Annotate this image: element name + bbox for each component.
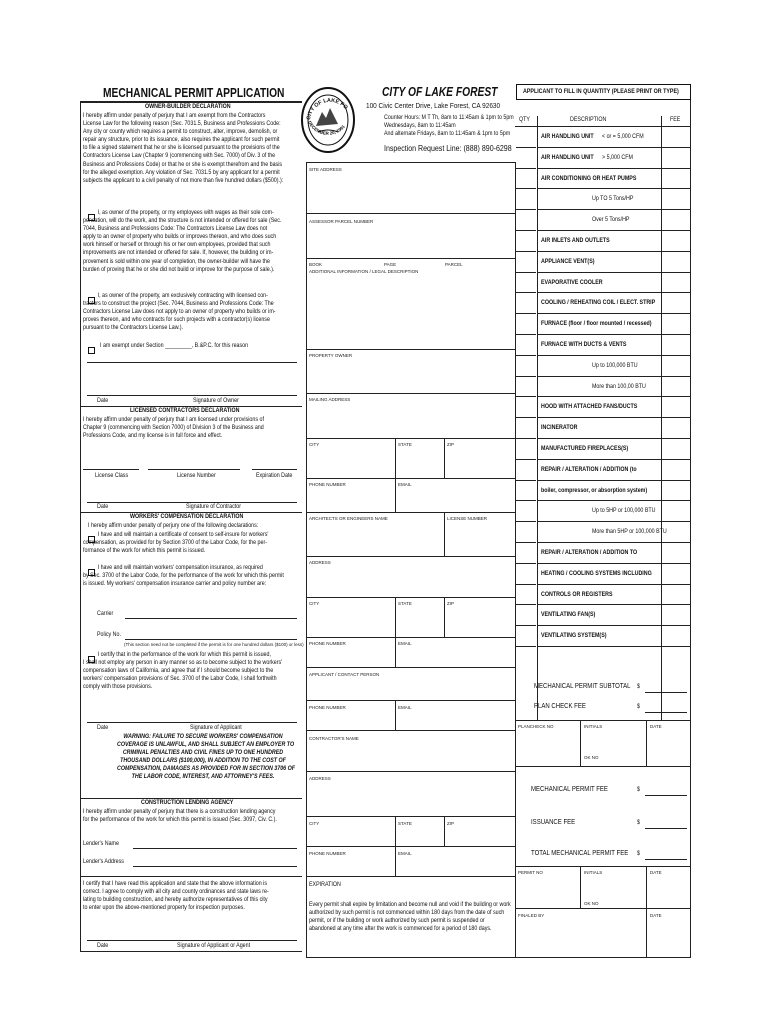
fee-input-line bbox=[662, 376, 690, 377]
qty-input-line bbox=[516, 542, 536, 543]
qty-input-line bbox=[516, 355, 536, 356]
qty-input-line bbox=[516, 334, 536, 335]
policy-label: Policy No. bbox=[97, 631, 121, 638]
property-owner-label: PROPERTY OWNER bbox=[309, 353, 353, 358]
site-address-label: SITE ADDRESS bbox=[309, 167, 342, 172]
counter-hours: Counter Hours: M T Th, 8am to 11:45am & 1pm to 5pm Wednesdays, 8am to 11:45am And alternate Fridays, 8am to 11:45am & 1pm to 5pm bbox=[384, 114, 514, 138]
fee-input-line bbox=[662, 230, 690, 231]
total-fee-label: TOTAL MECHANICAL PERMIT FEE bbox=[531, 850, 629, 857]
date-label-plancheck: DATE bbox=[650, 724, 662, 729]
fee-item-underline bbox=[537, 230, 661, 231]
fee-item-underline bbox=[537, 396, 661, 397]
fee-input-line bbox=[662, 209, 690, 210]
fee-input-line bbox=[662, 251, 690, 252]
license-class-label: License Class bbox=[95, 472, 129, 479]
phone-label-3: PHONE NUMBER bbox=[309, 705, 346, 710]
fee-item-underline bbox=[537, 542, 661, 543]
applicant-contact-label: APPLICANT / CONTACT PERSON bbox=[309, 672, 380, 677]
fee-item-underline bbox=[537, 292, 661, 293]
qty-input-line bbox=[516, 459, 536, 460]
architect-label: ARCHITECTS OR ENGINEERS NAME bbox=[309, 516, 388, 521]
city-seal-logo bbox=[300, 82, 356, 160]
fee-item-underline bbox=[537, 417, 661, 418]
qty-input-line bbox=[516, 272, 536, 273]
signature-applicant-label: Signature of Applicant bbox=[190, 724, 242, 731]
expiration-heading: EXPIRATION bbox=[309, 881, 341, 888]
fee-item-underline bbox=[537, 646, 661, 647]
fee-item-label: HOOD WITH ATTACHED FANS/DUCTS bbox=[541, 403, 638, 411]
fee-item-label: MANUFACTURED FIREPLACES(S) bbox=[541, 445, 629, 452]
city-label-3: CITY bbox=[309, 821, 320, 826]
fee-item-label: HEATING / COOLING SYSTEMS INCLUDING bbox=[541, 569, 652, 577]
fee-input-line bbox=[662, 604, 690, 605]
city-name: CITY OF LAKE FOREST bbox=[382, 85, 498, 99]
description-header: DESCRIPTION bbox=[570, 116, 607, 123]
total-fee-dollar: $ bbox=[637, 850, 640, 857]
owner-builder-text: I hereby affirm under penalty of perjury that I am exempt from the Contractors License Law for the following reason (Sec. 7031.5, Business and Professions Code: Any city or county which requires a permit to construct, alter, improve, demolish, or repair any structure, prior to its issuance, also requires the applicant for such permit to file a signed statement that he or she is licensed pursuant to the provisions of the Contractors License Law (Chapter 9 (commencing with Sec. 7000) of Div. 3 of the Business and Professions Code) or that he or she is exempt therefrom and the basis for the alleged exemption. Any violation of Sec. 7031.5 by any applicant for a permit subjects the applicant to a civil penalty of not more than five hundred dollars ($500).): bbox=[83, 112, 284, 184]
issuance-fee-dollar: $ bbox=[637, 819, 640, 826]
fee-input-line bbox=[662, 438, 690, 439]
permit-no-label: PERMIT NO bbox=[518, 870, 543, 875]
fee-item-underline bbox=[537, 500, 661, 501]
fee-item-underline bbox=[537, 521, 661, 522]
phone-label-2: PHONE NUMBER bbox=[309, 641, 346, 646]
fee-input-line bbox=[662, 480, 690, 481]
qty-input-line bbox=[516, 500, 536, 501]
qty-input-line bbox=[516, 230, 536, 231]
subtotal-label: MECHANICAL PERMIT SUBTOTAL bbox=[534, 683, 631, 690]
qty-input-line bbox=[516, 521, 536, 522]
signature-contractor-label: Signature of Contractor bbox=[186, 503, 242, 510]
fee-item-sublabel: > 5,000 CFM bbox=[602, 153, 633, 161]
ok-no-label-1: OK NO bbox=[584, 755, 599, 760]
contractor-name-label: CONTRACTOR'S NAME bbox=[309, 736, 359, 741]
state-label-1: STATE bbox=[398, 442, 412, 447]
construction-lending-text: I hereby affirm under penalty of perjury that there is a construction lending agency for the performance of the work for which this permit is issued (Sec. 3097, Civ. C.). bbox=[83, 808, 277, 824]
license-number-field-label: LICENSE NUMBER bbox=[447, 516, 488, 521]
mech-fee-label: MECHANICAL PERMIT FEE bbox=[531, 786, 608, 793]
fee-item-underline bbox=[537, 209, 661, 210]
workers-comp-option-1: I have and will maintain a certificate of consent to self-insure for workers' compensation, as provided for by Section 3700 of the Labor Code, for the per- formance of the work for which this permit is issued. bbox=[83, 531, 269, 555]
book-label: BOOK bbox=[309, 262, 323, 267]
zip-label-2: ZIP bbox=[447, 601, 455, 606]
fee-input-line bbox=[662, 313, 690, 314]
fee-item-label: VENTILATING SYSTEM(S) bbox=[541, 632, 607, 640]
qty-input-line bbox=[516, 251, 536, 252]
parcel-label: PARCEL bbox=[445, 262, 463, 267]
email-label-2: EMAIL bbox=[398, 641, 412, 646]
fee-input-line bbox=[662, 272, 690, 273]
owner-builder-checkbox-3[interactable] bbox=[88, 347, 95, 354]
signature-applicant-agent-label: Signature of Applicant or Agent bbox=[177, 942, 251, 949]
qty-input-line bbox=[516, 417, 536, 418]
email-label-4: EMAIL bbox=[398, 851, 412, 856]
qty-input-line bbox=[516, 292, 536, 293]
lender-name-label: Lender's Name bbox=[83, 840, 119, 847]
finaled-by-label: FINALED BY bbox=[518, 913, 545, 918]
fee-input-line bbox=[662, 563, 690, 564]
qty-input-line bbox=[516, 480, 536, 481]
qty-input-line bbox=[516, 584, 536, 585]
fee-item-label: boiler, compressor, or absorption system) bbox=[541, 486, 648, 494]
fee-item-underline bbox=[537, 376, 661, 377]
carrier-label: Carrier bbox=[97, 610, 114, 617]
fee-item-label: AIR HANDLING UNIT bbox=[541, 133, 594, 140]
zip-label-1: ZIP bbox=[447, 442, 455, 447]
owner-builder-option-1: I, as owner of the property, or my employees with wages as their sole com- pensation, will do the work, and the structure is not intended or offered for sale (Sec. 7044, Business and Professions Code: The Contractors License Law does not apply to an owner of property who builds or improves thereon, and who does such work himself or herself or through his or her own employees, provided that such improvements are not intended or offered for sale. If, however, the building or im- provement is sold within one year of completion, the owner-builder will have the burden of proving that he or she did not build or improve for the purpose of sale.). bbox=[83, 209, 282, 273]
qty-input-line bbox=[516, 376, 536, 377]
date-label-3: Date bbox=[97, 724, 109, 731]
fee-item-sublabel: Up TO 5 Tons/HP bbox=[592, 195, 634, 203]
phone-label-4: PHONE NUMBER bbox=[309, 851, 346, 856]
fee-item-sublabel: Up to 100,000 BTU bbox=[592, 361, 638, 369]
fee-input-line bbox=[662, 521, 690, 522]
qty-input-line bbox=[516, 646, 536, 647]
qty-input-line bbox=[516, 563, 536, 564]
additional-info-label: ADDITIONAL INFORMATION / LEGAL DESCRIPTION bbox=[309, 269, 419, 274]
date-label-4: Date bbox=[97, 942, 109, 949]
date-label: Date bbox=[97, 397, 109, 404]
fee-input-line bbox=[662, 584, 690, 585]
initials-label-2: INITIALS bbox=[584, 870, 603, 875]
fee-input-line bbox=[662, 459, 690, 460]
qty-input-line bbox=[516, 438, 536, 439]
page-label: PAGE bbox=[384, 262, 397, 267]
plan-check-fee-label: PLAN CHECK FEE bbox=[534, 703, 586, 710]
qty-input-line bbox=[516, 313, 536, 314]
workers-comp-option-3: I certify that in the performance of the work for which this permit is issued, I shall not employ any person in any manner so as to become subject to the workers' compensation laws of California, and agree that if I should become subject to the workers' compensation provisions of Sec. 3700 of the Labor Code, I shall forthwith comply with those provisions. bbox=[83, 651, 283, 691]
issuance-fee-label: ISSUANCE FEE bbox=[531, 819, 576, 826]
date-label-final: DATE bbox=[650, 913, 662, 918]
state-label-2: STATE bbox=[398, 601, 412, 606]
license-number-label: License Number bbox=[177, 472, 216, 479]
fee-item-underline bbox=[537, 604, 661, 605]
fee-item-underline bbox=[537, 147, 661, 148]
warning-text: WARNING: FAILURE TO SECURE WORKERS' COMPENSATION COVERAGE IS UNLAWFUL, AND SHALL SUBJECT AN EMPLOYER TO CRIMINAL PENALTIES AND CIVIL FINES UP TO ONE HUNDRED THOUSAND DOLLARS ($100,000), IN ADDITION TO THE COST OF COMPENSATION, DAMAGES AS PROVIDED FOR IN SECTION 3706 OF THE LABOR CODE, INTEREST, AND ATTORNEY'S FEES. bbox=[117, 733, 295, 781]
qty-input-line bbox=[516, 168, 536, 169]
fee-input-line bbox=[662, 417, 690, 418]
fee-item-label: REPAIR / ALTERATION / ADDITION TO bbox=[541, 549, 638, 556]
email-label-3: EMAIL bbox=[398, 705, 412, 710]
fee-input-line bbox=[662, 625, 690, 626]
apn-label: ASSESSOR PARCEL NUMBER bbox=[309, 219, 374, 224]
phone-label-1: PHONE NUMBER bbox=[309, 482, 346, 487]
zip-label-3: ZIP bbox=[447, 821, 455, 826]
state-label-3: STATE bbox=[398, 821, 412, 826]
fee-input-line bbox=[662, 542, 690, 543]
fee-item-label: EVAPORATIVE COOLER bbox=[541, 278, 603, 286]
address-label-1: ADDRESS bbox=[309, 560, 331, 565]
fee-item-label: INCINERATOR bbox=[541, 424, 578, 432]
fee-item-label: AIR INLETS AND OUTLETS bbox=[541, 237, 610, 244]
fee-item-underline bbox=[537, 313, 661, 314]
mech-fee-dollar: $ bbox=[637, 786, 640, 793]
certification-text: I certify that I have read this application and state that the above information is correct. I agree to comply with all city and county ordinances and state laws re- lating to building construction, and hereby authorize representatives of this city to enter upon the above-mentioned property for inspection purposes. bbox=[83, 880, 269, 912]
fee-item-sublabel: < or = 5,000 CFM bbox=[602, 133, 644, 140]
fee-input-line bbox=[662, 147, 690, 148]
qty-input-line bbox=[516, 209, 536, 210]
fee-item-underline bbox=[537, 188, 661, 189]
expiration-text: Every permit shall expire by limitation and become null and void if the building or work authorized by such permit is not commenced within 180 days from the date of such permit, or if the building or work authorized by such permit is suspended or abandoned at any time after the work is commenced for a period of 180 days. bbox=[309, 901, 511, 933]
owner-builder-option-2: I, as owner of the property, am exclusively contracting with licensed con- tractors to construct the project (Sec. 7044, Business and Professions Code: The Contractors License Law does not apply to an owner of property who builds or im- proves thereon, and who contracts for such projects with a contractor(s) license pursuant to the Contractors License Law.). bbox=[83, 292, 276, 332]
fee-item-label: APPLIANCE VENT(S) bbox=[541, 257, 595, 265]
fee-item-label: CONTROLS OR REGISTERS bbox=[541, 590, 613, 598]
fee-item-label: FURNACE WITH DUCTS & VENTS bbox=[541, 341, 627, 348]
qty-input-line bbox=[516, 604, 536, 605]
fee-item-underline bbox=[537, 272, 661, 273]
qty-input-line bbox=[516, 147, 536, 148]
licensed-contractors-heading: LICENSED CONTRACTORS DECLARATION bbox=[130, 407, 240, 414]
fee-item-underline bbox=[537, 563, 661, 564]
fee-input-line bbox=[662, 188, 690, 189]
plan-check-no-label: PLANCHECK NO bbox=[518, 724, 554, 729]
fee-item-sublabel: Up to 5HP or 100,000 BTU bbox=[592, 507, 656, 515]
city-address: 100 Civic Center Drive, Lake Forest, CA 92630 bbox=[366, 101, 501, 110]
fee-item-underline bbox=[537, 459, 661, 460]
fee-item-underline bbox=[537, 480, 661, 481]
signature-owner-label: Signature of Owner bbox=[193, 397, 239, 404]
email-label-1: EMAIL bbox=[398, 482, 412, 487]
fee-item-underline bbox=[537, 355, 661, 356]
fill-quantity-header: APPLICANT TO FILL IN QUANTITY (PLEASE PRINT OR TYPE) bbox=[516, 84, 691, 100]
inspection-line: Inspection Request Line: (888) 890-6298 bbox=[384, 144, 512, 153]
qty-input-line bbox=[516, 625, 536, 626]
fee-item-underline bbox=[537, 168, 661, 169]
fee-item-underline bbox=[537, 334, 661, 335]
fee-header: FEE bbox=[670, 116, 681, 123]
qty-header: QTY bbox=[519, 116, 530, 123]
fee-input-line bbox=[662, 646, 690, 647]
mailing-address-label: MAILING ADDRESS bbox=[309, 397, 351, 402]
initials-label-1: INITIALS bbox=[584, 724, 603, 729]
fee-item-label: REPAIR / ALTERATION / ADDITION (to bbox=[541, 465, 637, 473]
fee-input-line bbox=[662, 292, 690, 293]
fee-item-underline bbox=[537, 625, 661, 626]
licensed-contractors-text: I hereby affirm under penalty of perjury that I am licensed under provisions of Chapter 9 (commencing with Section 7000) of Division 3 of the Business and Professions Code, and my license is in full force and effect. bbox=[83, 416, 264, 440]
fee-input-line bbox=[662, 168, 690, 169]
fee-input-line bbox=[662, 500, 690, 501]
ok-no-label-2: OK NO bbox=[584, 901, 599, 906]
subtotal-dollar: $ bbox=[637, 683, 640, 690]
owner-builder-option-3: I am exempt under Section _________, B.&P.C. for this reason bbox=[100, 342, 249, 349]
fee-item-label: FURNACE (floor / floor mounted / recessed) bbox=[541, 320, 652, 328]
workers-comp-heading: WORKERS' COMPENSATION DECLARATION bbox=[130, 513, 244, 520]
fee-item-label: COOLING / REHEATING COIL / ELECT. STRIP bbox=[541, 299, 656, 307]
construction-lending-heading: CONSTRUCTION LENDING AGENCY bbox=[141, 799, 234, 806]
date-label-2: Date bbox=[97, 503, 109, 510]
city-label-1: CITY bbox=[309, 442, 320, 447]
fee-item-label: AIR CONDITIONING OR HEAT PUMPS bbox=[541, 174, 637, 182]
workers-comp-option-2: I have and will maintain workers' compensation insurance, as required by Sec. 3700 of the Labor Code, for the performance of the work for which this permit is issued. My workers' compensation insurance carrier and policy number are: bbox=[83, 564, 284, 588]
fee-input-line bbox=[662, 355, 690, 356]
fee-input-line bbox=[662, 396, 690, 397]
fee-item-underline bbox=[537, 438, 661, 439]
lender-address-label: Lender's Address bbox=[83, 858, 124, 865]
expiration-date-label: Expiration Date bbox=[256, 472, 293, 479]
date-label-permit: DATE bbox=[650, 870, 662, 875]
qty-input-line bbox=[516, 396, 536, 397]
svg-text:DECEMBER 20, 1991: DECEMBER 20, 1991 bbox=[307, 120, 346, 136]
fee-item-sublabel: More than 5HP or 100,000 BTU bbox=[592, 528, 667, 536]
fee-item-sublabel: More than 100,00 BTU bbox=[592, 382, 646, 390]
fee-item-label: AIR HANDLING UNIT bbox=[541, 153, 594, 161]
qty-input-line bbox=[516, 188, 536, 189]
fee-item-sublabel: Over 5 Tons/HP bbox=[592, 216, 630, 224]
address-label-2: ADDRESS bbox=[309, 776, 331, 781]
plan-check-fee-dollar: $ bbox=[637, 703, 640, 710]
fee-item-underline bbox=[537, 251, 661, 252]
city-label-2: CITY bbox=[309, 601, 320, 606]
workers-comp-intro: I hereby affirm under penalty of perjury one of the following declarations: bbox=[88, 522, 259, 529]
fee-input-line bbox=[662, 334, 690, 335]
form-title: MECHANICAL PERMIT APPLICATION bbox=[103, 86, 285, 100]
owner-builder-heading: OWNER-BUILDER DECLARATION bbox=[145, 103, 231, 110]
small-note: (This section need not be completed if the permit is for one hundred dollars ($100) or less) bbox=[124, 642, 304, 647]
svg-text:CITY OF LAKE FOREST: CITY OF LAKE FO bbox=[305, 97, 349, 121]
fee-item-label: VENTILATING FAN(S) bbox=[541, 611, 596, 619]
fee-item-underline bbox=[537, 584, 661, 585]
